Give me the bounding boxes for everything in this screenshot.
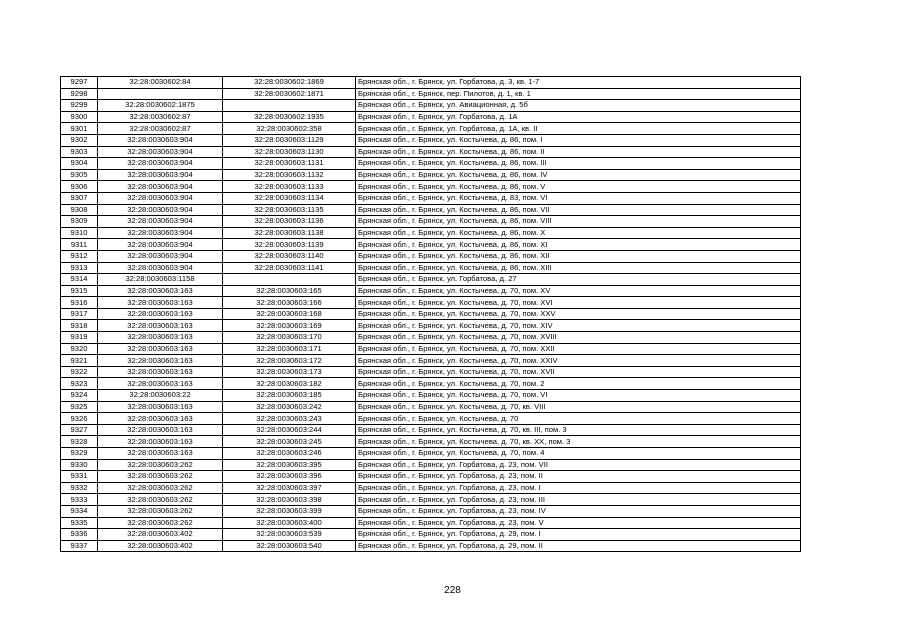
table-row [61,320,801,332]
row-number-cell: 9313 [61,262,98,274]
address-cell: Брянская обл., г. Брянск, ул. Костычева, д. 86, пом. III [356,158,801,170]
object-cadastral-number-cell: 32:28:0030603:397 [223,482,356,494]
address-cell: Брянская обл., г. Брянск, пер. Пилотов, д. 1, кв. 1 [356,88,801,100]
address-cell: Брянская обл., г. Брянск, ул. Костычева, д. 70, пом. XXII [356,343,801,355]
table-row [61,540,801,552]
table-row [61,413,801,425]
table-row [61,517,801,529]
object-cadastral-number-cell [223,100,356,112]
row-number-cell: 9303 [61,146,98,158]
address-cell: Брянская обл., г. Брянск, ул. Горбатова, д. 1А, кв. II [356,123,801,135]
address-cell: Брянская обл., г. Брянск, ул. Костычева, д. 70, кв. XX, пом. 3 [356,436,801,448]
parcel-cadastral-number-cell: 32:28:0030603:904 [98,227,223,239]
row-number-cell: 9327 [61,424,98,436]
address-cell: Брянская обл., г. Брянск, ул. Костычева, д. 70 [356,413,801,425]
parcel-cadastral-number-cell: 32:28:0030603:163 [98,436,223,448]
address-cell: Брянская обл., г. Брянск, ул. Костычева, д. 86, пом. X [356,227,801,239]
table-row [61,88,801,100]
parcel-cadastral-number-cell: 32:28:0030603:163 [98,448,223,460]
address-cell: Брянская обл., г. Брянск, ул. Горбатова, д. 23, пом. V [356,517,801,529]
object-cadastral-number-cell: 32:28:0030603:173 [223,366,356,378]
parcel-cadastral-number-cell: 32:28:0030603:163 [98,413,223,425]
row-number-cell: 9329 [61,448,98,460]
table-row [61,471,801,483]
object-cadastral-number-cell: 32:28:0030603:172 [223,355,356,367]
object-cadastral-number-cell [223,274,356,286]
address-cell: Брянская обл., г. Брянск, ул. Костычева, д. 70, кв. VIII [356,401,801,413]
parcel-cadastral-number-cell: 32:28:0030603:163 [98,297,223,309]
address-cell: Брянская обл., г. Брянск, ул. Костычева, д. 70, пом. VI [356,390,801,402]
parcel-cadastral-number-cell: 32:28:0030603:262 [98,505,223,517]
parcel-cadastral-number-cell: 32:28:0030603:262 [98,459,223,471]
object-cadastral-number-cell: 32:28:0030603:171 [223,343,356,355]
row-number-cell: 9315 [61,285,98,297]
address-cell: Брянская обл., г. Брянск, ул. Костычева, д. 70, пом. XXIV [356,355,801,367]
table-row [61,204,801,216]
row-number-cell: 9314 [61,274,98,286]
row-number-cell: 9311 [61,239,98,251]
table-row [61,297,801,309]
row-number-cell: 9333 [61,494,98,506]
parcel-cadastral-number-cell: 32:28:0030603:904 [98,158,223,170]
table-row [61,158,801,170]
parcel-cadastral-number-cell: 32:28:0030603:163 [98,308,223,320]
table-row [61,134,801,146]
row-number-cell: 9298 [61,88,98,100]
address-cell: Брянская обл., г. Брянск, ул. Горбатова, д. 29, пом. I [356,529,801,541]
parcel-cadastral-number-cell: 32:28:0030603:163 [98,401,223,413]
page-number: 228 [444,585,461,596]
object-cadastral-number-cell: 32:28:0030603:246 [223,448,356,460]
parcel-cadastral-number-cell: 32:28:0030603:163 [98,332,223,344]
row-number-cell: 9316 [61,297,98,309]
parcel-cadastral-number-cell: 32:28:0030603:904 [98,250,223,262]
parcel-cadastral-number-cell [98,88,223,100]
row-number-cell: 9307 [61,192,98,204]
object-cadastral-number-cell: 32:28:0030603:185 [223,390,356,402]
row-number-cell: 9331 [61,471,98,483]
parcel-cadastral-number-cell: 32:28:0030603:22 [98,390,223,402]
address-cell: Брянская обл., г. Брянск, ул. Костычева, д. 70, пом. XVI [356,297,801,309]
object-cadastral-number-cell: 32:28:0030603:539 [223,529,356,541]
table-row [61,227,801,239]
address-cell: Брянская обл., г. Брянск, ул. Костычева, д. 86, пом. IV [356,169,801,181]
address-cell: Брянская обл., г. Брянск, ул. Горбатова, д. 1А [356,111,801,123]
row-number-cell: 9328 [61,436,98,448]
row-number-cell: 9317 [61,308,98,320]
object-cadastral-number-cell: 32:28:0030603:1135 [223,204,356,216]
row-number-cell: 9330 [61,459,98,471]
address-cell: Брянская обл., г. Брянск, ул. Горбатова, д. 23, пом. IV [356,505,801,517]
parcel-cadastral-number-cell: 32:28:0030603:402 [98,540,223,552]
row-number-cell: 9312 [61,250,98,262]
address-cell: Брянская обл., г. Брянск, ул. Костычева, д. 86, пом. VIII [356,216,801,228]
address-cell: Брянская обл., г. Брянск, ул. Авиационная, д. 5б [356,100,801,112]
parcel-cadastral-number-cell: 32:28:0030603:1158 [98,274,223,286]
address-cell: Брянская обл., г. Брянск, ул. Горбатова, д. 23, пом. I [356,482,801,494]
row-number-cell: 9334 [61,505,98,517]
object-cadastral-number-cell: 32:28:0030603:169 [223,320,356,332]
parcel-cadastral-number-cell: 32:28:0030602:87 [98,123,223,135]
address-cell: Брянская обл., г. Брянск, ул. Горбатова, д. 29, пом. II [356,540,801,552]
row-number-cell: 9308 [61,204,98,216]
object-cadastral-number-cell: 32:28:0030603:1134 [223,192,356,204]
table-row [61,216,801,228]
row-number-cell: 9323 [61,378,98,390]
table-row [61,123,801,135]
object-cadastral-number-cell: 32:28:0030603:1140 [223,250,356,262]
object-cadastral-number-cell: 32:28:0030603:395 [223,459,356,471]
parcel-cadastral-number-cell: 32:28:0030603:904 [98,204,223,216]
parcel-cadastral-number-cell: 32:28:0030603:904 [98,134,223,146]
object-cadastral-number-cell: 32:28:0030603:1129 [223,134,356,146]
object-cadastral-number-cell: 32:28:0030603:1132 [223,169,356,181]
row-number-cell: 9332 [61,482,98,494]
row-number-cell: 9335 [61,517,98,529]
address-cell: Брянская обл., г. Брянск, ул. Костычева, д. 70, пом. XVII [356,366,801,378]
parcel-cadastral-number-cell: 32:28:0030603:163 [98,320,223,332]
address-cell: Брянская обл., г. Брянск, ул. Костычева, д. 83, пом. VI [356,192,801,204]
address-cell: Брянская обл., г. Брянск, ул. Костычева, д. 86, пом. I [356,134,801,146]
address-cell: Брянская обл., г. Брянск, ул. Костычева, д. 70, пом. XXV [356,308,801,320]
address-cell: Брянская обл., г. Брянск, ул. Горбатова, д. 23, пом. II [356,471,801,483]
parcel-cadastral-number-cell: 32:28:0030603:904 [98,169,223,181]
table-row [61,308,801,320]
cadastral-table [60,76,801,552]
row-number-cell: 9309 [61,216,98,228]
parcel-cadastral-number-cell: 32:28:0030603:904 [98,146,223,158]
object-cadastral-number-cell: 32:28:0030603:1131 [223,158,356,170]
parcel-cadastral-number-cell: 32:28:0030603:163 [98,355,223,367]
object-cadastral-number-cell: 32:28:0030603:168 [223,308,356,320]
address-cell: Брянская обл., г. Брянск, ул. Костычева, д. 86, пом. XI [356,239,801,251]
object-cadastral-number-cell: 32:28:0030603:400 [223,517,356,529]
parcel-cadastral-number-cell: 32:28:0030603:163 [98,378,223,390]
parcel-cadastral-number-cell: 32:28:0030603:904 [98,239,223,251]
parcel-cadastral-number-cell: 32:28:0030603:163 [98,285,223,297]
object-cadastral-number-cell: 32:28:0030603:1136 [223,216,356,228]
row-number-cell: 9299 [61,100,98,112]
parcel-cadastral-number-cell: 32:28:0030603:904 [98,181,223,193]
table-row [61,482,801,494]
address-cell: Брянская обл., г. Брянск, ул. Костычева, д. 70, пом. XIV [356,320,801,332]
table-row [61,355,801,367]
address-cell: Брянская обл., г. Брянск, ул. Костычева, д. 86, пом. XIII [356,262,801,274]
object-cadastral-number-cell: 32:28:0030603:244 [223,424,356,436]
table-row [61,378,801,390]
row-number-cell: 9297 [61,77,98,89]
parcel-cadastral-number-cell: 32:28:0030603:904 [98,262,223,274]
object-cadastral-number-cell: 32:28:0030603:170 [223,332,356,344]
object-cadastral-number-cell: 32:28:0030603:245 [223,436,356,448]
parcel-cadastral-number-cell: 32:28:0030603:262 [98,494,223,506]
object-cadastral-number-cell: 32:28:0030603:165 [223,285,356,297]
table-row [61,366,801,378]
address-cell: Брянская обл., г. Брянск, ул. Горбатова, д. 23, пом. III [356,494,801,506]
table-row [61,192,801,204]
table-row [61,285,801,297]
table-row [61,390,801,402]
row-number-cell: 9301 [61,123,98,135]
table-row [61,436,801,448]
row-number-cell: 9304 [61,158,98,170]
table-row [61,343,801,355]
table-row [61,529,801,541]
object-cadastral-number-cell: 32:28:0030603:398 [223,494,356,506]
parcel-cadastral-number-cell: 32:28:0030603:163 [98,366,223,378]
object-cadastral-number-cell: 32:28:0030602:358 [223,123,356,135]
object-cadastral-number-cell: 32:28:0030603:1141 [223,262,356,274]
address-cell: Брянская обл., г. Брянск, ул. Костычева, д. 70, пом. 4 [356,448,801,460]
parcel-cadastral-number-cell: 32:28:0030602:1875 [98,100,223,112]
object-cadastral-number-cell: 32:28:0030602:1871 [223,88,356,100]
table-row [61,262,801,274]
object-cadastral-number-cell: 32:28:0030603:1138 [223,227,356,239]
parcel-cadastral-number-cell: 32:28:0030603:262 [98,517,223,529]
table-row [61,250,801,262]
object-cadastral-number-cell: 32:28:0030602:1935 [223,111,356,123]
table-row [61,459,801,471]
row-number-cell: 9337 [61,540,98,552]
table-row [61,111,801,123]
table-row [61,332,801,344]
object-cadastral-number-cell: 32:28:0030603:396 [223,471,356,483]
object-cadastral-number-cell: 32:28:0030603:1139 [223,239,356,251]
address-cell: Брянская обл., г. Брянск, ул. Костычева, д. 86, пом. XII [356,250,801,262]
table-row [61,494,801,506]
object-cadastral-number-cell: 32:28:0030603:166 [223,297,356,309]
table-row [61,146,801,158]
row-number-cell: 9321 [61,355,98,367]
address-cell: Брянская обл., г. Брянск, ул. Горбатова, д. 23, пом. VII [356,459,801,471]
parcel-cadastral-number-cell: 32:28:0030603:262 [98,482,223,494]
address-cell: Брянская обл., г. Брянск, ул. Костычева, д. 70, пом. 2 [356,378,801,390]
object-cadastral-number-cell: 32:28:0030603:1130 [223,146,356,158]
table-body [61,77,801,552]
row-number-cell: 9326 [61,413,98,425]
parcel-cadastral-number-cell: 32:28:0030603:904 [98,216,223,228]
parcel-cadastral-number-cell: 32:28:0030603:163 [98,343,223,355]
table-row [61,100,801,112]
parcel-cadastral-number-cell: 32:28:0030603:904 [98,192,223,204]
row-number-cell: 9318 [61,320,98,332]
table-row [61,181,801,193]
row-number-cell: 9324 [61,390,98,402]
parcel-cadastral-number-cell: 32:28:0030603:262 [98,471,223,483]
table-row [61,401,801,413]
table-row [61,169,801,181]
table-row [61,448,801,460]
row-number-cell: 9325 [61,401,98,413]
address-cell: Брянская обл., г. Брянск, ул. Костычева, д. 86, пом. VII [356,204,801,216]
row-number-cell: 9302 [61,134,98,146]
address-cell: Брянская обл., г. Брянск, ул. Горбатова, д. 27 [356,274,801,286]
object-cadastral-number-cell: 32:28:0030603:242 [223,401,356,413]
address-cell: Брянская обл., г. Брянск, ул. Костычева, д. 86, пом. II [356,146,801,158]
object-cadastral-number-cell: 32:28:0030603:243 [223,413,356,425]
address-cell: Брянская обл., г. Брянск, ул. Костычева, д. 70, пом. XVIII [356,332,801,344]
row-number-cell: 9310 [61,227,98,239]
address-cell: Брянская обл., г. Брянск, ул. Горбатова, д. 3, кв. 1-7 [356,77,801,89]
address-cell: Брянская обл., г. Брянск, ул. Костычева, д. 86, пом. V [356,181,801,193]
table-row [61,239,801,251]
parcel-cadastral-number-cell: 32:28:0030603:402 [98,529,223,541]
parcel-cadastral-number-cell: 32:28:0030602:87 [98,111,223,123]
table-row [61,424,801,436]
row-number-cell: 9305 [61,169,98,181]
object-cadastral-number-cell: 32:28:0030603:540 [223,540,356,552]
row-number-cell: 9300 [61,111,98,123]
parcel-cadastral-number-cell: 32:28:0030603:163 [98,424,223,436]
object-cadastral-number-cell: 32:28:0030603:1133 [223,181,356,193]
table-row [61,77,801,89]
row-number-cell: 9306 [61,181,98,193]
object-cadastral-number-cell: 32:28:0030603:182 [223,378,356,390]
row-number-cell: 9336 [61,529,98,541]
table-row [61,274,801,286]
table-row [61,505,801,517]
row-number-cell: 9319 [61,332,98,344]
object-cadastral-number-cell: 32:28:0030603:399 [223,505,356,517]
parcel-cadastral-number-cell: 32:28:0030602:84 [98,77,223,89]
object-cadastral-number-cell: 32:28:0030602:1869 [223,77,356,89]
row-number-cell: 9320 [61,343,98,355]
row-number-cell: 9322 [61,366,98,378]
address-cell: Брянская обл., г. Брянск, ул. Костычева, д. 70, кв. III, пом. 3 [356,424,801,436]
address-cell: Брянская обл., г. Брянск, ул. Костычева, д. 70, пом. XV [356,285,801,297]
